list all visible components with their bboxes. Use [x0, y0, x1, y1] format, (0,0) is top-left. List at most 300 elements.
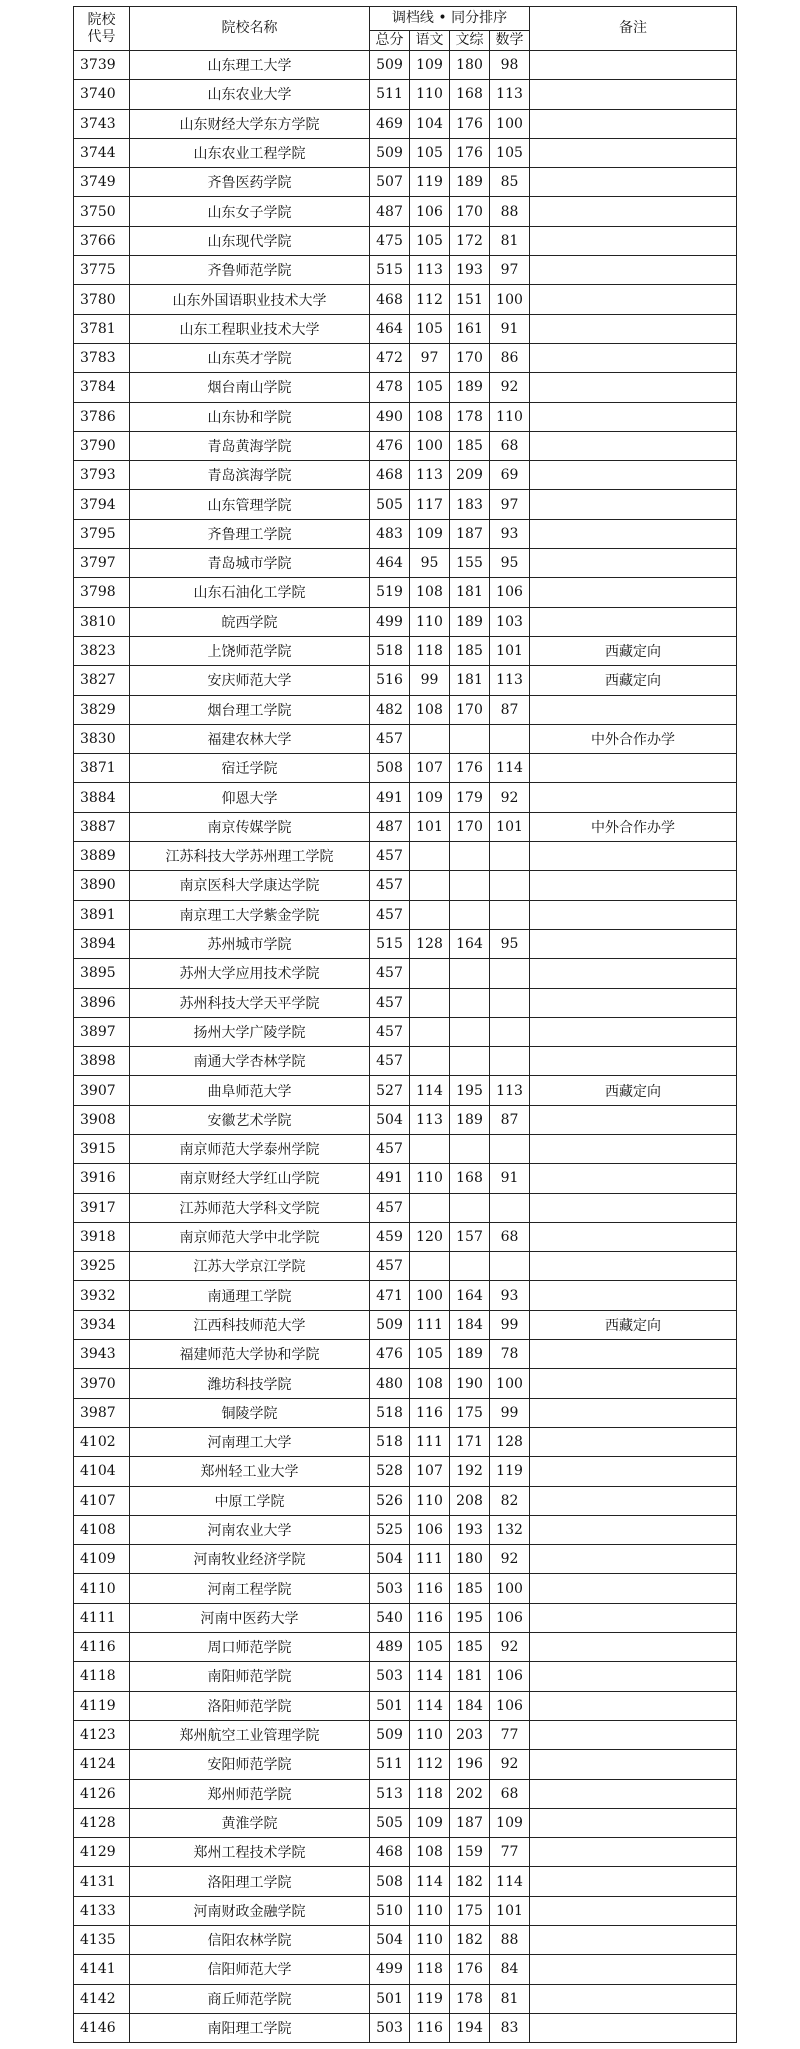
- cell-code: 4142: [74, 1984, 130, 2013]
- cell-note: [530, 1926, 737, 1955]
- cell-chinese: [410, 1193, 450, 1222]
- cell-liberal-arts: 164: [450, 929, 490, 958]
- cell-note: 西藏定向: [530, 666, 737, 695]
- table-row: [74, 490, 737, 519]
- cell-liberal-arts: 170: [450, 197, 490, 226]
- cell-math: 85: [490, 168, 530, 197]
- table-row: [74, 1691, 737, 1720]
- cell-code: 4107: [74, 1486, 130, 1515]
- cell-total: 482: [370, 695, 410, 724]
- table-row: [74, 1603, 737, 1632]
- cell-total: 515: [370, 256, 410, 285]
- cell-chinese: 104: [410, 109, 450, 138]
- cell-code: 3795: [74, 519, 130, 548]
- cell-liberal-arts: 172: [450, 226, 490, 255]
- cell-math: 92: [490, 1545, 530, 1574]
- cell-code: 3889: [74, 842, 130, 871]
- cell-code: 3943: [74, 1340, 130, 1369]
- cell-total: 499: [370, 607, 410, 636]
- table-row: [74, 666, 737, 695]
- cell-math: [490, 1017, 530, 1046]
- cell-note: [530, 1662, 737, 1691]
- cell-liberal-arts: 175: [450, 1398, 490, 1427]
- cell-name: 山东管理学院: [130, 490, 370, 519]
- cell-code: 4118: [74, 1662, 130, 1691]
- cell-math: 101: [490, 812, 530, 841]
- cell-chinese: 100: [410, 1281, 450, 1310]
- cell-chinese: [410, 900, 450, 929]
- cell-chinese: 118: [410, 1955, 450, 1984]
- cell-chinese: 114: [410, 1076, 450, 1105]
- cell-code: 4135: [74, 1926, 130, 1955]
- admission-table-container: [73, 6, 736, 2043]
- header-group: 调档线 • 同分排序: [370, 7, 530, 31]
- table-row: [74, 1896, 737, 1925]
- table-row: [74, 80, 737, 109]
- cell-name: 江苏师范大学科文学院: [130, 1193, 370, 1222]
- cell-code: 3790: [74, 431, 130, 460]
- cell-code: 3829: [74, 695, 130, 724]
- cell-math: 86: [490, 343, 530, 372]
- cell-chinese: 105: [410, 314, 450, 343]
- cell-total: 457: [370, 988, 410, 1017]
- cell-note: [530, 1222, 737, 1251]
- cell-name: 齐鲁理工学院: [130, 519, 370, 548]
- cell-math: 119: [490, 1457, 530, 1486]
- cell-liberal-arts: 189: [450, 373, 490, 402]
- cell-liberal-arts: 176: [450, 109, 490, 138]
- cell-name: 山东现代学院: [130, 226, 370, 255]
- cell-code: 3871: [74, 754, 130, 783]
- cell-liberal-arts: 170: [450, 343, 490, 372]
- cell-total: 459: [370, 1222, 410, 1251]
- cell-chinese: 105: [410, 373, 450, 402]
- cell-note: [530, 929, 737, 958]
- cell-note: [530, 1750, 737, 1779]
- cell-note: [530, 1896, 737, 1925]
- cell-liberal-arts: [450, 1252, 490, 1281]
- table-row: [74, 519, 737, 548]
- cell-total: 472: [370, 343, 410, 372]
- table-row: [74, 314, 737, 343]
- cell-name: 南京理工大学紫金学院: [130, 900, 370, 929]
- cell-chinese: 118: [410, 636, 450, 665]
- cell-note: [530, 490, 737, 519]
- cell-total: 540: [370, 1603, 410, 1632]
- cell-chinese: 100: [410, 431, 450, 460]
- cell-chinese: 112: [410, 285, 450, 314]
- table-row: [74, 1222, 737, 1251]
- cell-note: [530, 1633, 737, 1662]
- cell-name: 烟台理工学院: [130, 695, 370, 724]
- cell-code: 3895: [74, 959, 130, 988]
- cell-total: 457: [370, 1252, 410, 1281]
- cell-note: [530, 1955, 737, 1984]
- cell-total: 487: [370, 197, 410, 226]
- table-row: [74, 783, 737, 812]
- cell-math: [490, 724, 530, 753]
- cell-note: [530, 1340, 737, 1369]
- cell-name: 信阳师范大学: [130, 1955, 370, 1984]
- cell-math: 87: [490, 1105, 530, 1134]
- cell-total: 457: [370, 900, 410, 929]
- table-row: [74, 1515, 737, 1544]
- cell-math: 92: [490, 1633, 530, 1662]
- table-row: [74, 1017, 737, 1046]
- table-row: [74, 1984, 737, 2013]
- cell-name: 皖西学院: [130, 607, 370, 636]
- cell-chinese: 108: [410, 402, 450, 431]
- cell-name: 商丘师范学院: [130, 1984, 370, 2013]
- cell-note: [530, 402, 737, 431]
- table-row: [74, 1105, 737, 1134]
- cell-math: 113: [490, 80, 530, 109]
- cell-note: [530, 1369, 737, 1398]
- cell-code: 4123: [74, 1720, 130, 1749]
- cell-liberal-arts: [450, 1193, 490, 1222]
- cell-name: 苏州科技大学天平学院: [130, 988, 370, 1017]
- table-row: [74, 285, 737, 314]
- table-row: [74, 1750, 737, 1779]
- cell-liberal-arts: 176: [450, 1955, 490, 1984]
- cell-chinese: 110: [410, 607, 450, 636]
- cell-chinese: [410, 1017, 450, 1046]
- cell-liberal-arts: 189: [450, 1105, 490, 1134]
- cell-total: 527: [370, 1076, 410, 1105]
- cell-liberal-arts: 195: [450, 1076, 490, 1105]
- cell-total: 504: [370, 1545, 410, 1574]
- cell-name: 仰恩大学: [130, 783, 370, 812]
- table-row: [74, 1076, 737, 1105]
- cell-total: 468: [370, 285, 410, 314]
- table-row: [74, 2013, 737, 2042]
- cell-liberal-arts: [450, 959, 490, 988]
- cell-code: 4133: [74, 1896, 130, 1925]
- cell-code: 3987: [74, 1398, 130, 1427]
- cell-chinese: 107: [410, 1457, 450, 1486]
- cell-total: 490: [370, 402, 410, 431]
- cell-note: [530, 1867, 737, 1896]
- cell-note: [530, 1574, 737, 1603]
- cell-chinese: 105: [410, 226, 450, 255]
- cell-name: 南京财经大学红山学院: [130, 1164, 370, 1193]
- cell-liberal-arts: 180: [450, 1545, 490, 1574]
- cell-name: 上饶师范学院: [130, 636, 370, 665]
- cell-code: 3797: [74, 549, 130, 578]
- cell-code: 4116: [74, 1633, 130, 1662]
- cell-note: [530, 900, 737, 929]
- cell-math: [490, 988, 530, 1017]
- cell-name: 郑州师范学院: [130, 1779, 370, 1808]
- cell-liberal-arts: 157: [450, 1222, 490, 1251]
- cell-math: [490, 1193, 530, 1222]
- cell-total: 518: [370, 636, 410, 665]
- cell-liberal-arts: 193: [450, 1515, 490, 1544]
- cell-name: 齐鲁师范学院: [130, 256, 370, 285]
- cell-note: [530, 578, 737, 607]
- table-row: [74, 1398, 737, 1427]
- cell-math: 106: [490, 578, 530, 607]
- cell-chinese: 110: [410, 1720, 450, 1749]
- cell-math: 113: [490, 1076, 530, 1105]
- cell-math: [490, 1134, 530, 1163]
- cell-chinese: 111: [410, 1310, 450, 1339]
- cell-chinese: 116: [410, 2013, 450, 2042]
- cell-note: [530, 343, 737, 372]
- cell-liberal-arts: 187: [450, 1808, 490, 1837]
- cell-name: 河南财政金融学院: [130, 1896, 370, 1925]
- cell-code: 3827: [74, 666, 130, 695]
- cell-liberal-arts: 178: [450, 1984, 490, 2013]
- cell-math: 109: [490, 1808, 530, 1837]
- cell-total: 475: [370, 226, 410, 255]
- cell-math: 105: [490, 138, 530, 167]
- cell-code: 3890: [74, 871, 130, 900]
- cell-name: 福建师范大学协和学院: [130, 1340, 370, 1369]
- cell-math: 82: [490, 1486, 530, 1515]
- cell-code: 3740: [74, 80, 130, 109]
- cell-total: 505: [370, 1808, 410, 1837]
- cell-total: 525: [370, 1515, 410, 1544]
- cell-name: 福建农林大学: [130, 724, 370, 753]
- cell-math: 113: [490, 666, 530, 695]
- cell-total: 501: [370, 1691, 410, 1720]
- cell-total: 504: [370, 1926, 410, 1955]
- cell-code: 3925: [74, 1252, 130, 1281]
- cell-code: 4146: [74, 2013, 130, 2042]
- cell-note: [530, 1486, 737, 1515]
- table-row: [74, 607, 737, 636]
- cell-code: 3884: [74, 783, 130, 812]
- cell-math: [490, 871, 530, 900]
- cell-note: [530, 1838, 737, 1867]
- cell-chinese: 111: [410, 1427, 450, 1456]
- cell-chinese: 110: [410, 1486, 450, 1515]
- cell-total: 515: [370, 929, 410, 958]
- cell-liberal-arts: [450, 900, 490, 929]
- cell-name: 江苏大学京江学院: [130, 1252, 370, 1281]
- cell-name: 郑州轻工业大学: [130, 1457, 370, 1486]
- cell-chinese: 108: [410, 578, 450, 607]
- header-code-line1: 院校: [87, 11, 116, 28]
- cell-liberal-arts: [450, 1047, 490, 1076]
- cell-liberal-arts: [450, 1134, 490, 1163]
- cell-name: 江苏科技大学苏州理工学院: [130, 842, 370, 871]
- cell-name: 山东英才学院: [130, 343, 370, 372]
- cell-math: 95: [490, 549, 530, 578]
- cell-chinese: 107: [410, 754, 450, 783]
- cell-total: 457: [370, 1134, 410, 1163]
- cell-math: 93: [490, 519, 530, 548]
- cell-name: 南京师范大学泰州学院: [130, 1134, 370, 1163]
- cell-code: 3891: [74, 900, 130, 929]
- table-header: [74, 7, 737, 51]
- cell-note: [530, 197, 737, 226]
- cell-math: 69: [490, 461, 530, 490]
- cell-name: 烟台南山学院: [130, 373, 370, 402]
- cell-liberal-arts: 189: [450, 607, 490, 636]
- cell-note: [530, 783, 737, 812]
- cell-note: [530, 1193, 737, 1222]
- cell-liberal-arts: [450, 1017, 490, 1046]
- cell-chinese: 108: [410, 695, 450, 724]
- cell-math: 83: [490, 2013, 530, 2042]
- cell-total: 508: [370, 754, 410, 783]
- cell-chinese: 109: [410, 1808, 450, 1837]
- cell-liberal-arts: 202: [450, 1779, 490, 1808]
- cell-liberal-arts: 181: [450, 578, 490, 607]
- cell-note: [530, 959, 737, 988]
- cell-math: 92: [490, 373, 530, 402]
- cell-name: 黄淮学院: [130, 1808, 370, 1837]
- cell-code: 3775: [74, 256, 130, 285]
- cell-liberal-arts: 183: [450, 490, 490, 519]
- cell-name: 南通大学杏林学院: [130, 1047, 370, 1076]
- cell-name: 河南农业大学: [130, 1515, 370, 1544]
- cell-liberal-arts: 168: [450, 80, 490, 109]
- cell-liberal-arts: 194: [450, 2013, 490, 2042]
- cell-total: 504: [370, 1105, 410, 1134]
- cell-note: [530, 1691, 737, 1720]
- table-row: [74, 1340, 737, 1369]
- cell-chinese: 101: [410, 812, 450, 841]
- cell-liberal-arts: 182: [450, 1926, 490, 1955]
- header-math: 数学: [490, 31, 530, 51]
- cell-chinese: 113: [410, 1105, 450, 1134]
- cell-code: 3917: [74, 1193, 130, 1222]
- table-row: [74, 1867, 737, 1896]
- cell-code: 3766: [74, 226, 130, 255]
- cell-note: [530, 1515, 737, 1544]
- cell-math: 77: [490, 1720, 530, 1749]
- cell-total: 469: [370, 109, 410, 138]
- cell-math: 106: [490, 1691, 530, 1720]
- cell-total: 511: [370, 80, 410, 109]
- cell-code: 4119: [74, 1691, 130, 1720]
- cell-name: 潍坊科技学院: [130, 1369, 370, 1398]
- cell-name: 苏州大学应用技术学院: [130, 959, 370, 988]
- cell-liberal-arts: 185: [450, 1633, 490, 1662]
- cell-note: [530, 373, 737, 402]
- cell-math: 99: [490, 1310, 530, 1339]
- header-total: 总分: [370, 31, 410, 51]
- cell-note: [530, 1603, 737, 1632]
- table-row: [74, 1457, 737, 1486]
- cell-chinese: 117: [410, 490, 450, 519]
- cell-liberal-arts: 185: [450, 431, 490, 460]
- cell-note: [530, 754, 737, 783]
- admission-score-table: [73, 6, 737, 2043]
- cell-liberal-arts: 176: [450, 138, 490, 167]
- cell-code: 4111: [74, 1603, 130, 1632]
- table-row: [74, 1281, 737, 1310]
- cell-code: 3907: [74, 1076, 130, 1105]
- cell-code: 4104: [74, 1457, 130, 1486]
- cell-liberal-arts: 155: [450, 549, 490, 578]
- cell-math: 92: [490, 1750, 530, 1779]
- cell-liberal-arts: 209: [450, 461, 490, 490]
- cell-math: [490, 1047, 530, 1076]
- cell-name: 青岛滨海学院: [130, 461, 370, 490]
- cell-name: 南京师范大学中北学院: [130, 1222, 370, 1251]
- table-row: [74, 1926, 737, 1955]
- cell-liberal-arts: 170: [450, 695, 490, 724]
- cell-name: 南阳师范学院: [130, 1662, 370, 1691]
- cell-math: [490, 842, 530, 871]
- cell-name: 铜陵学院: [130, 1398, 370, 1427]
- cell-name: 河南理工大学: [130, 1427, 370, 1456]
- table-body: [74, 51, 737, 2043]
- cell-code: 3918: [74, 1222, 130, 1251]
- cell-liberal-arts: 185: [450, 636, 490, 665]
- cell-note: [530, 109, 737, 138]
- cell-liberal-arts: 184: [450, 1310, 490, 1339]
- header-code-line2: 代号: [87, 28, 116, 45]
- cell-name: 山东石油化工学院: [130, 578, 370, 607]
- cell-name: 安庆师范大学: [130, 666, 370, 695]
- cell-code: 3784: [74, 373, 130, 402]
- table-row: [74, 871, 737, 900]
- cell-total: 526: [370, 1486, 410, 1515]
- cell-chinese: [410, 871, 450, 900]
- cell-note: [530, 226, 737, 255]
- cell-total: 480: [370, 1369, 410, 1398]
- table-row: [74, 636, 737, 665]
- cell-note: [530, 1808, 737, 1837]
- cell-chinese: 113: [410, 461, 450, 490]
- cell-chinese: [410, 724, 450, 753]
- table-row: [74, 1662, 737, 1691]
- cell-note: [530, 138, 737, 167]
- cell-name: 山东理工大学: [130, 51, 370, 80]
- cell-code: 3830: [74, 724, 130, 753]
- table-row: [74, 1720, 737, 1749]
- cell-note: [530, 1398, 737, 1427]
- table-row: [74, 1486, 737, 1515]
- cell-liberal-arts: 181: [450, 666, 490, 695]
- cell-math: 68: [490, 1222, 530, 1251]
- table-row: [74, 1369, 737, 1398]
- cell-note: [530, 988, 737, 1017]
- table-row: [74, 461, 737, 490]
- cell-math: 98: [490, 51, 530, 80]
- cell-total: 483: [370, 519, 410, 548]
- cell-chinese: 106: [410, 197, 450, 226]
- cell-code: 4128: [74, 1808, 130, 1837]
- table-row: [74, 431, 737, 460]
- cell-chinese: 114: [410, 1867, 450, 1896]
- cell-chinese: 106: [410, 1515, 450, 1544]
- cell-chinese: 116: [410, 1574, 450, 1603]
- cell-code: 3916: [74, 1164, 130, 1193]
- cell-chinese: 112: [410, 1750, 450, 1779]
- cell-note: [530, 1984, 737, 2013]
- cell-code: 3786: [74, 402, 130, 431]
- cell-total: 464: [370, 549, 410, 578]
- cell-note: [530, 1047, 737, 1076]
- cell-name: 南通理工学院: [130, 1281, 370, 1310]
- cell-chinese: 110: [410, 80, 450, 109]
- cell-total: 464: [370, 314, 410, 343]
- cell-chinese: 128: [410, 929, 450, 958]
- table-row: [74, 1193, 737, 1222]
- cell-math: 81: [490, 226, 530, 255]
- table-row: [74, 402, 737, 431]
- cell-total: 501: [370, 1984, 410, 2013]
- cell-total: 489: [370, 1633, 410, 1662]
- cell-name: 郑州航空工业管理学院: [130, 1720, 370, 1749]
- cell-total: 518: [370, 1427, 410, 1456]
